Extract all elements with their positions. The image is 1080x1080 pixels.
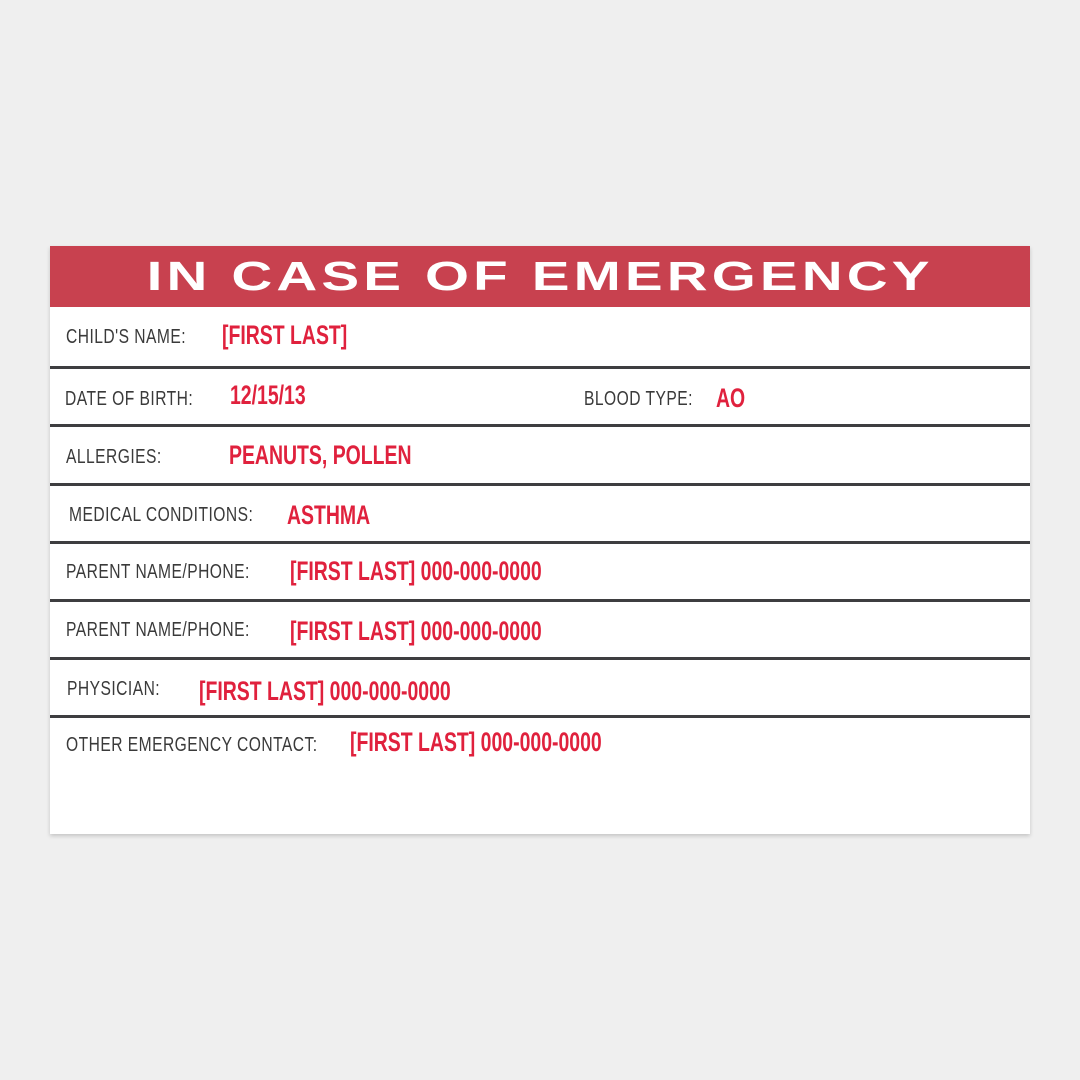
field-value-date-of-birth: 12/15/13 (230, 380, 306, 410)
field-label-parent-2: PARENT NAME/PHONE: (66, 619, 250, 641)
card-header (50, 246, 1030, 307)
field-value-other-contact: [FIRST LAST] 000-000-0000 (350, 727, 602, 757)
field-value-blood-type: AO (716, 383, 746, 413)
field-label-blood-type: BLOOD TYPE: (584, 388, 693, 410)
field-label-other-contact: OTHER EMERGENCY CONTACT: (66, 734, 318, 756)
card-title: IN CASE OF EMERGENCY (146, 253, 934, 299)
field-label-physician: PHYSICIAN: (67, 678, 161, 700)
divider (50, 715, 1030, 718)
emergency-card (50, 246, 1030, 834)
divider (50, 366, 1030, 369)
divider (50, 483, 1030, 486)
field-value-parent-1: [FIRST LAST] 000-000-0000 (290, 556, 542, 586)
field-value-allergies: PEANUTS, POLLEN (229, 440, 412, 470)
field-value-childs-name: [FIRST LAST] (222, 320, 348, 350)
field-value-parent-2: [FIRST LAST] 000-000-0000 (290, 616, 542, 646)
divider (50, 541, 1030, 544)
divider (50, 599, 1030, 602)
field-value-medical-conditions: ASTHMA (287, 500, 371, 530)
divider (50, 657, 1030, 660)
divider (50, 424, 1030, 427)
field-label-allergies: ALLERGIES: (66, 446, 162, 468)
field-label-parent-1: PARENT NAME/PHONE: (66, 561, 250, 583)
field-label-medical-conditions: MEDICAL CONDITIONS: (69, 504, 254, 526)
field-label-childs-name: CHILD'S NAME: (66, 326, 187, 348)
field-label-date-of-birth: DATE OF BIRTH: (65, 388, 194, 410)
field-value-physician: [FIRST LAST] 000-000-0000 (199, 676, 451, 706)
